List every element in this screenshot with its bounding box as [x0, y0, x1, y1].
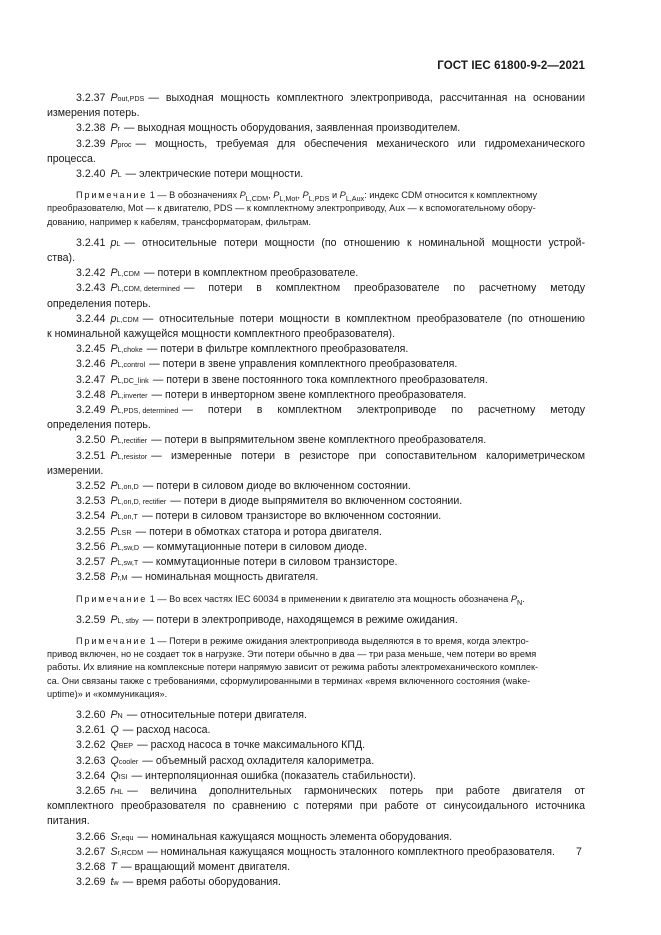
definition-entry [76, 845, 585, 860]
entry-symbol: P [110, 282, 118, 295]
entry-text: — относительные потери двигателя. [126, 708, 307, 721]
entry-continuation: ства). [47, 252, 76, 265]
definition-entry [76, 540, 585, 555]
entry-number: 3.2.56 [76, 540, 106, 553]
note-text: 1 — В обозначениях [149, 190, 238, 201]
entry-number: 3.2.47 [76, 373, 106, 386]
entry-symbol: P [110, 92, 118, 104]
definition-first-line: 3.2.62 Q BEP — расход насоса в точке максимального КПД. [76, 738, 585, 753]
entry-number: 3.2.48 [76, 388, 106, 401]
note-label: Примечание [76, 635, 148, 646]
entry-number: 3.2.53 [76, 495, 106, 508]
definition-entry [76, 266, 585, 281]
definition-entry [47, 784, 585, 830]
definition-first-line: 3.2.53 P L,on,D, rectifier — потери в диоде выпрямителя во включенном состоянии. [76, 494, 585, 509]
note-line: работы. Их влияние на комплексные потери напрямую зависит от режима работы электромеханического комплек- [47, 662, 539, 673]
entry-symbol: r [110, 784, 114, 797]
entry-number: 3.2.67 [76, 845, 106, 858]
entry-text: — номинальная кажущаяся мощность эталонного комплектного преобразователя. [147, 845, 555, 858]
definition-entry [76, 830, 585, 845]
entry-text: — электрические потери мощности. [125, 168, 304, 181]
definition-first-line: 3.2.41 p L — относительные потери мощности (по отношению к номинальной мощности устрой- [76, 236, 585, 251]
entry-number: 3.2.54 [76, 510, 106, 523]
entry-text: — расход насоса в точке максимального КПД. [137, 739, 366, 752]
entry-number: 3.2.39 [76, 137, 106, 150]
definition-first-line: 3.2.43 P L,CDM, determined — потери в комплектном преобразователе по расчетному методу [76, 281, 585, 296]
entry-text: — выходная мощность оборудования, заявленная производителем. [123, 122, 461, 135]
entry-number: 3.2.68 [76, 860, 106, 873]
definition-first-line: 3.2.60 P N — относительные потери двигателя. [76, 708, 585, 723]
definition-first-line: 3.2.59 P L, stby — потери в электроприводе, находящемся в режиме ожидания. [76, 613, 585, 628]
entry-symbol: Q [110, 724, 119, 737]
entry-symbol: P [110, 480, 118, 493]
definition-entry [47, 137, 585, 167]
entry-number: 3.2.45 [76, 343, 106, 356]
note-label: Примечание [76, 593, 148, 604]
definition-first-line: 3.2.38 P r — выходная мощность оборудования, заявленная производителем. [76, 121, 585, 136]
note-subscript: L,CDM [245, 194, 269, 204]
entry-text: — относительные потери мощности (по отношению к номинальной мощности устрой- [124, 236, 585, 249]
entry-number: 3.2.60 [76, 708, 106, 721]
entry-text: — потери в фильтре комплектного преобразователя. [146, 343, 409, 356]
note-line: преобразователю, Mot — к двигателю, PDS — к комплектному электроприводу, Aux — к вспомогательному обору- [47, 203, 536, 214]
entry-continuation: комплектного преобразователя по сравнению с потерями при работе от синусоидального источника [47, 800, 585, 813]
entry-symbol: P [110, 404, 118, 417]
definition-first-line: 3.2.48 P L,inverter — потери в инверторном звене комплектного преобразователя. [76, 388, 585, 403]
definition-first-line: 3.2.52 P L,on,D — потери в силовом диоде во включенном состоянии. [76, 479, 585, 494]
definition-entry [76, 167, 585, 182]
entry-symbol: P [110, 343, 118, 356]
entry-text: — потери в инверторном звене комплектного преобразователя. [151, 388, 467, 401]
entry-number: 3.2.55 [76, 525, 106, 538]
entry-continuation: определения потерь. [47, 419, 151, 432]
note-subscript: L,Aux [345, 194, 365, 204]
definition-entry [47, 281, 585, 311]
definition-first-line [76, 860, 585, 875]
entry-symbol: S [110, 830, 118, 843]
entry-symbol: P [110, 510, 118, 523]
entry-text: — потери в комплектном преобразователе по расчетному методу [183, 282, 585, 295]
entry-text: — мощность, требуемая для обеспечения механического или гидромеханического [135, 137, 585, 150]
entry-symbol: P [110, 267, 118, 280]
definition-entry [76, 479, 585, 494]
entry-number: 3.2.64 [76, 769, 106, 782]
entry-text: — коммутационные потери в силовом диоде. [143, 540, 368, 553]
definition-first-line: 3.2.57 P L,sw,T — коммутационные потери в силовом транзисторе. [76, 555, 585, 570]
note-block: Примечание 1 — В обозначениях $P_{L,CDM}$, $P_{L,Mot}$, $P_{L,PDS}$ и $P_{L,Aux}$: индекс CDM относится к комплектному преобразователю, Mot — к двигателю, PDS — к комплектному электроприводу, Aux — к вспомогательному обору- дованию, например к кабелям, трансформаторам, фильтрам. [47, 189, 585, 229]
note-text: : индекс CDM относится к комплектному [364, 190, 538, 201]
entry-text: — величина дополнительных гармонических потерь при работе двигателя от [127, 784, 585, 797]
entry-symbol: P [110, 358, 118, 371]
entry-symbol: P [110, 373, 118, 386]
entry-text: — потери в звене постоянного тока комплектного преобразователя. [152, 373, 488, 386]
definition-first-line: 3.2.67 S r,RCDM — номинальная кажущаяся мощность эталонного комплектного преобразователя. [76, 845, 585, 860]
entry-symbol: t [110, 876, 114, 889]
entry-continuation: питания. [47, 815, 90, 828]
definition-entry [76, 613, 585, 628]
entry-symbol: P [110, 571, 118, 584]
entry-text: — потери в электроприводе, находящемся в режиме ожидания. [142, 613, 458, 626]
entry-symbol: P [110, 388, 118, 401]
definition-first-line: 3.2.44 p L,CDM — относительные потери мощности в комплектном преобразователе (по отношению [76, 312, 585, 327]
definition-entry [76, 875, 585, 890]
definition-entry [47, 403, 585, 433]
entry-continuation: измерения потерь. [47, 107, 140, 120]
definition-first-line: 3.2.69 t w — время работы оборудования. [76, 875, 585, 890]
entry-number: 3.2.69 [76, 876, 106, 889]
entry-text: — потери в силовом транзисторе во включенном состоянии. [141, 510, 442, 523]
entry-text: — номинальная кажущаяся мощность элемента оборудования. [137, 830, 453, 843]
entry-text: — вращающий момент двигателя. [120, 860, 291, 873]
entry-text: — объемный расход охладителя калориметра. [142, 754, 375, 767]
definition-first-line: 3.2.37 P out,PDS — выходная мощность комплектного электропривода, рассчитанная на основании [76, 91, 585, 106]
definition-entry [76, 738, 585, 753]
entry-text: — интерполяционная ошибка (показатель стабильности). [131, 769, 416, 782]
entry-number: 3.2.65 [76, 784, 106, 797]
definition-first-line: 3.2.49 P L,PDS, determined — потери в комплектном электроприводе по расчетному методу [76, 403, 585, 418]
entry-number: 3.2.38 [76, 122, 106, 135]
note-text: 1 — Потери в режиме ожидания электропривода выделяются в то время, когда электро- [149, 635, 529, 646]
definition-first-line: 3.2.66 S r,equ — номинальная кажущаяся мощность элемента оборудования. [76, 830, 585, 845]
entry-text: — потери в выпрямительном звене комплектного преобразователя. [151, 434, 487, 447]
definition-entry [76, 555, 585, 570]
entry-number: 3.2.61 [76, 724, 106, 737]
definition-first-line: 3.2.46 P L,control — потери в звене управления комплектного преобразователя. [76, 357, 585, 372]
entry-symbol: Q [110, 739, 119, 752]
note-symbol: P [302, 190, 309, 201]
note-line: привод включен, но не создает ток в нагрузке. Эти потери обычно в два — три раза меньше, чем потери во время [47, 649, 537, 660]
entry-number: 3.2.51 [76, 449, 106, 462]
definition-entry [76, 570, 585, 585]
entry-text: — время работы оборудования. [122, 876, 281, 889]
entry-symbol: P [110, 122, 118, 135]
entry-number: 3.2.63 [76, 754, 106, 767]
entry-symbol: P [110, 540, 118, 553]
definition-entry [76, 433, 585, 448]
definition-first-line: 3.2.39 P proc — мощность, требуемая для обеспечения механического или гидромеханического [76, 137, 585, 152]
entry-symbol: Q [110, 769, 119, 782]
entry-text: — относительные потери мощности в комплектном преобразователе (по отношению [142, 312, 585, 325]
note-text: 1 — Во всех частях IEC 60034 в применении к двигателю эта мощность обозначена [149, 593, 509, 604]
entry-symbol: P [110, 495, 118, 508]
note-symbol: P [273, 190, 280, 201]
entry-symbol: p [110, 312, 117, 325]
entry-text: — потери в обмотках статора и ротора двигателя. [135, 525, 382, 538]
entry-continuation: определения потерь. [47, 297, 151, 310]
definition-entry [76, 494, 585, 509]
definition-entry [76, 723, 585, 738]
entry-continuation: к номинальной кажущейся мощности комплектного преобразователя). [47, 328, 396, 341]
entry-text: — измеренные потери в резисторе при сопоставительном калориметрическом [151, 449, 585, 462]
page-number: 7 [576, 846, 582, 858]
note-block [47, 635, 585, 701]
entry-symbol: P [110, 168, 118, 181]
entry-symbol: Q [110, 754, 119, 767]
definition-entry [76, 509, 585, 524]
entry-number: 3.2.66 [76, 830, 106, 843]
entry-text: — потери в силовом диоде во включенном состоянии. [142, 480, 411, 493]
entry-text: — расход насоса. [122, 724, 211, 737]
definition-entry [76, 525, 585, 540]
note-subscript: N [516, 597, 523, 607]
definition-first-line: 3.2.45 P L,choke — потери в фильтре комплектного преобразователя. [76, 342, 585, 357]
entry-number: 3.2.49 [76, 404, 106, 417]
definition-entry [76, 708, 585, 723]
entry-text: — потери в звене управления комплектного преобразователя. [149, 358, 458, 371]
entry-number: 3.2.50 [76, 434, 106, 447]
definition-first-line: 3.2.56 P L,sw,D — коммутационные потери в силовом диоде. [76, 540, 585, 555]
definition-first-line: 3.2.58 P r,M — номинальная мощность двигателя. [76, 570, 585, 585]
entry-number: 3.2.41 [76, 236, 106, 249]
note-line: са. Они связаны также с требованиями, сформулированными в терминах «время включенного состояния (wake- [47, 675, 531, 686]
note-subscript: L,PDS [308, 194, 330, 204]
entry-symbol: P [110, 613, 118, 626]
entry-symbol: p [110, 236, 117, 249]
entry-number: 3.2.44 [76, 312, 106, 325]
entry-symbol: P [110, 556, 118, 569]
definition-first-line: 3.2.63 Q cooler — объемный расход охладителя калориметра. [76, 754, 585, 769]
definition-first-line: 3.2.54 P L,on,T — потери в силовом транзисторе во включенном состоянии. [76, 509, 585, 524]
note-block: Примечание 1 — Во всех частях IEC 60034 в применении к двигателю эта мощность обозначена $P_N$. [76, 593, 525, 607]
entry-text: — потери в комплектном преобразователе. [143, 267, 359, 280]
definition-first-line: 3.2.42 P L,CDM — потери в комплектном преобразователе. [76, 266, 585, 281]
definition-entry [76, 754, 585, 769]
definition-first-line: 3.2.55 P LSR — потери в обмотках статора и ротора двигателя. [76, 525, 585, 540]
definition-entry [76, 388, 585, 403]
definition-entry [47, 236, 585, 266]
definition-entry [47, 312, 585, 342]
definition-entry [76, 357, 585, 372]
entry-text: — потери в комплектном электроприводе по расчетному методу [182, 404, 585, 417]
definition-first-line: 3.2.51 P L,resistor — измеренные потери в резисторе при сопоставительном калориметрическом [76, 449, 585, 464]
entry-continuation: измерении. [47, 464, 104, 477]
entry-text: — номинальная мощность двигателя. [131, 571, 319, 584]
standard-header: ГОСТ IEC 61800-9-2—2021 [437, 60, 585, 72]
note-label: Примечание [76, 190, 148, 201]
note-line: дованию, например к кабелям, трансформаторам, фильтрам. [47, 216, 312, 227]
entry-symbol: S [110, 845, 118, 858]
entry-symbol: P [110, 525, 118, 538]
definitions-list [47, 91, 585, 890]
definition-first-line: 3.2.65 r HL — величина дополнительных гармонических потерь при работе двигателя от [76, 784, 585, 799]
entry-symbol: P [110, 137, 118, 150]
entry-number: 3.2.57 [76, 556, 106, 569]
definition-entry [76, 121, 585, 136]
definition-entry [47, 449, 585, 479]
entry-continuation: процесса. [47, 152, 96, 165]
note-symbol: P [510, 593, 517, 604]
definition-first-line: 3.2.47 P L,DC_link — потери в звене постоянного тока комплектного преобразователя. [76, 373, 585, 388]
entry-number: 3.2.46 [76, 358, 106, 371]
definition-first-line: 3.2.40 P L — электрические потери мощности. [76, 167, 585, 182]
definition-entry [76, 860, 585, 875]
entry-symbol: T [110, 860, 117, 873]
entry-number: 3.2.42 [76, 267, 106, 280]
entry-number: 3.2.62 [76, 739, 106, 752]
definition-entry [76, 769, 585, 784]
entry-number: 3.2.58 [76, 571, 106, 584]
note-line: uptime)» и «коммуникация». [47, 688, 168, 699]
note-subscript: L,Mot [279, 194, 298, 204]
definition-first-line: 3.2.50 P L,rectifier — потери в выпрямительном звене комплектного преобразователя. [76, 433, 585, 448]
note-symbol: P [239, 190, 246, 201]
note-symbol: P [339, 190, 346, 201]
entry-number: 3.2.43 [76, 282, 106, 295]
entry-number: 3.2.40 [76, 168, 106, 181]
definition-first-line [76, 723, 585, 738]
entry-symbol: P [110, 708, 118, 721]
definition-entry [76, 373, 585, 388]
definition-first-line: 3.2.64 Q ISI — интерполяционная ошибка (показатель стабильности). [76, 769, 585, 784]
definition-entry [47, 91, 585, 121]
entry-text: — потери в диоде выпрямителя во включенном состоянии. [170, 495, 463, 508]
entry-text: — выходная мощность комплектного электропривода, рассчитанная на основании [148, 92, 585, 104]
definition-entry [76, 342, 585, 357]
entry-text: — коммутационные потери в силовом транзисторе. [142, 556, 398, 569]
entry-number: 3.2.37 [76, 92, 106, 104]
entry-number: 3.2.59 [76, 613, 106, 626]
entry-symbol: P [110, 434, 118, 447]
entry-symbol: P [110, 449, 118, 462]
entry-number: 3.2.52 [76, 480, 106, 493]
